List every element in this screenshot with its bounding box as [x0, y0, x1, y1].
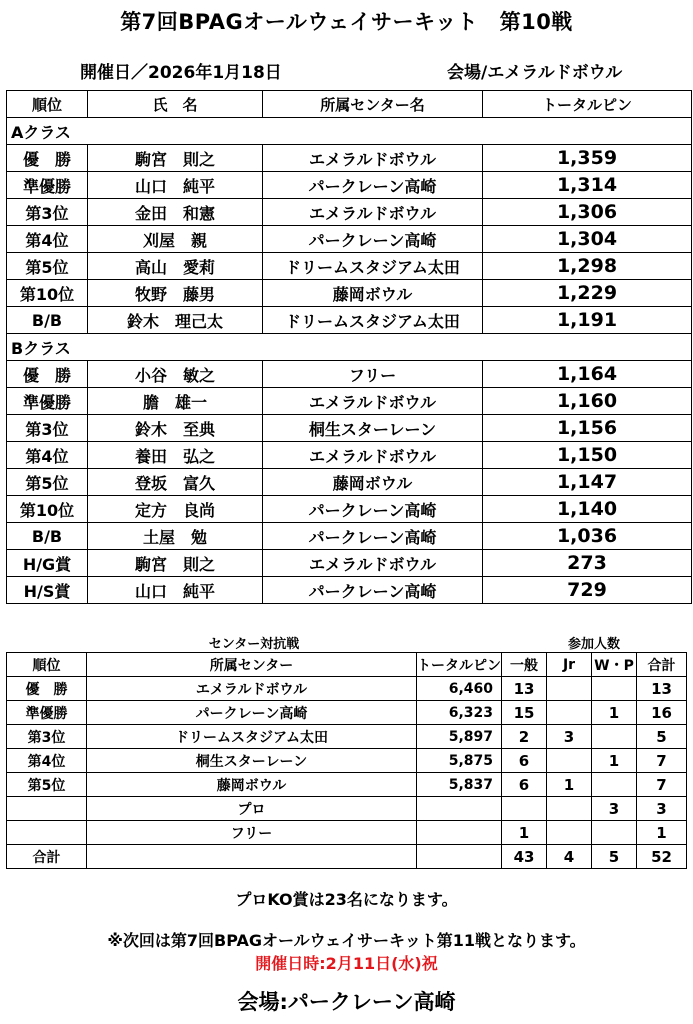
general-count-cell — [502, 797, 547, 821]
total-count-cell: 52 — [637, 845, 687, 869]
team-row — [7, 821, 687, 845]
player-name-cell: 高山 愛莉 — [88, 253, 263, 280]
result-row — [7, 226, 692, 253]
center-cell: ドリームスタジアム太田 — [263, 307, 483, 334]
center-cell: 藤岡ボウル — [263, 280, 483, 307]
total-pins-cell: 1,191 — [483, 307, 692, 334]
player-name-cell: 駒宮 則之 — [88, 145, 263, 172]
score-cell: 273 — [483, 550, 692, 577]
rank-cell: B/B — [7, 523, 88, 550]
total-count-cell: 7 — [637, 773, 687, 797]
team-center-cell: ドリームスタジアム太田 — [87, 725, 417, 749]
center-cell: パークレーン高崎 — [263, 577, 483, 604]
score-cell: 729 — [483, 577, 692, 604]
center-cell: エメラルドボウル — [263, 550, 483, 577]
team-rank-cell: 合計 — [7, 845, 87, 869]
rank-cell: B/B — [7, 307, 88, 334]
team-center-cell: エメラルドボウル — [87, 677, 417, 701]
total-pins-cell: 1,036 — [483, 523, 692, 550]
team-center-cell: フリー — [87, 821, 417, 845]
team-rank-cell: 第4位 — [7, 749, 87, 773]
team-row — [7, 845, 687, 869]
team-rank-cell — [7, 821, 87, 845]
total-pins-cell: 1,156 — [483, 415, 692, 442]
jr-count-cell — [547, 797, 592, 821]
participants-title: 参加人数 — [568, 636, 621, 652]
wp-count-cell — [592, 677, 637, 701]
team-row — [7, 677, 687, 701]
team-title-row — [7, 632, 687, 653]
total-pins-cell: 1,229 — [483, 280, 692, 307]
rank-cell: 第3位 — [7, 415, 88, 442]
total-pins-cell: 1,164 — [483, 361, 692, 388]
team-rank-cell: 第3位 — [7, 725, 87, 749]
center-cell: エメラルドボウル — [263, 199, 483, 226]
team-header-wp: W・P — [592, 653, 637, 677]
event-date: 開催日／2026年1月18日 — [80, 63, 282, 83]
result-row — [7, 361, 692, 388]
team-pins-cell: 5,897 — [417, 725, 502, 749]
total-count-cell: 5 — [637, 725, 687, 749]
wp-count-cell: 3 — [592, 797, 637, 821]
center-cell: ドリームスタジアム太田 — [263, 253, 483, 280]
rank-cell: 第4位 — [7, 442, 88, 469]
result-row — [7, 172, 692, 199]
team-row — [7, 701, 687, 725]
total-pins-cell: 1,150 — [483, 442, 692, 469]
team-center-cell: プロ — [87, 797, 417, 821]
total-pins-cell: 1,314 — [483, 172, 692, 199]
team-center-cell: パークレーン高崎 — [87, 701, 417, 725]
general-count-cell: 15 — [502, 701, 547, 725]
player-name-cell: 定方 良尚 — [88, 496, 263, 523]
player-name-cell: 山口 純平 — [88, 577, 263, 604]
total-pins-cell: 1,359 — [483, 145, 692, 172]
header-rank: 順位 — [7, 91, 88, 118]
wp-count-cell — [592, 773, 637, 797]
team-rank-cell: 第5位 — [7, 773, 87, 797]
wp-count-cell: 5 — [592, 845, 637, 869]
team-pins-cell: 5,837 — [417, 773, 502, 797]
player-name-cell: 山口 純平 — [88, 172, 263, 199]
jr-count-cell: 1 — [547, 773, 592, 797]
team-row — [7, 749, 687, 773]
player-name-cell: 小谷 敏之 — [88, 361, 263, 388]
award-cell: H/G賞 — [7, 550, 88, 577]
jr-count-cell — [547, 677, 592, 701]
next-event-date: 開催日時:2月11日(水)祝 — [255, 954, 438, 973]
team-center-cell — [87, 845, 417, 869]
player-name-cell: 鈴木 理己太 — [88, 307, 263, 334]
result-row — [7, 253, 692, 280]
center-cell: エメラルドボウル — [263, 388, 483, 415]
total-count-cell: 3 — [637, 797, 687, 821]
team-rank-cell — [7, 797, 87, 821]
result-row — [7, 415, 692, 442]
team-pins-cell — [417, 845, 502, 869]
result-row — [7, 145, 692, 172]
center-cell: エメラルドボウル — [263, 145, 483, 172]
team-row — [7, 797, 687, 821]
total-pins-cell: 1,147 — [483, 469, 692, 496]
total-count-cell: 7 — [637, 749, 687, 773]
player-name-cell: 駒宮 則之 — [88, 550, 263, 577]
team-header-general: 一般 — [502, 653, 547, 677]
total-count-cell: 1 — [637, 821, 687, 845]
event-venue: 会場/エメラルドボウル — [447, 63, 623, 83]
award-cell: H/S賞 — [7, 577, 88, 604]
team-header-pins: トータルピン — [417, 653, 502, 677]
rank-cell: 第3位 — [7, 199, 88, 226]
center-cell: パークレーン高崎 — [263, 226, 483, 253]
wp-count-cell — [592, 821, 637, 845]
class-heading-row — [7, 334, 692, 361]
jr-count-cell — [547, 821, 592, 845]
total-pins-cell: 1,140 — [483, 496, 692, 523]
result-row — [7, 496, 692, 523]
header-center: 所属センター名 — [263, 91, 483, 118]
jr-count-cell: 3 — [547, 725, 592, 749]
general-count-cell: 2 — [502, 725, 547, 749]
rank-cell: 準優勝 — [7, 172, 88, 199]
rank-cell: 準優勝 — [7, 388, 88, 415]
class-label: Aクラス — [7, 118, 692, 145]
rank-cell: 優 勝 — [7, 145, 88, 172]
team-row — [7, 773, 687, 797]
center-cell: エメラルドボウル — [263, 442, 483, 469]
page-title: 第7回BPAGオールウェイサーキット 第10戦 — [120, 10, 573, 34]
wp-count-cell — [592, 725, 637, 749]
team-pins-cell: 6,460 — [417, 677, 502, 701]
player-name-cell: 登坂 富久 — [88, 469, 263, 496]
player-name-cell: 金田 和憲 — [88, 199, 263, 226]
rank-cell: 第10位 — [7, 496, 88, 523]
general-count-cell: 6 — [502, 773, 547, 797]
total-count-cell: 13 — [637, 677, 687, 701]
jr-count-cell — [547, 749, 592, 773]
rank-cell: 第4位 — [7, 226, 88, 253]
player-name-cell: 牧野 藤男 — [88, 280, 263, 307]
result-row — [7, 307, 692, 334]
team-center-cell: 桐生スターレーン — [87, 749, 417, 773]
center-cell: 桐生スターレーン — [263, 415, 483, 442]
team-pins-cell — [417, 797, 502, 821]
center-competition-table — [6, 632, 687, 869]
result-row — [7, 523, 692, 550]
result-row — [7, 280, 692, 307]
jr-count-cell — [547, 701, 592, 725]
player-name-cell: 膽 雄一 — [88, 388, 263, 415]
total-pins-cell: 1,160 — [483, 388, 692, 415]
team-row — [7, 725, 687, 749]
center-cell: パークレーン高崎 — [263, 523, 483, 550]
team-header-center: 所属センター — [87, 653, 417, 677]
rank-cell: 優 勝 — [7, 361, 88, 388]
wp-count-cell: 1 — [592, 749, 637, 773]
center-cell: 藤岡ボウル — [263, 469, 483, 496]
team-header-total: 合計 — [637, 653, 687, 677]
next-event-note: ※次回は第7回BPAGオールウェイサーキット第11戦となります。 — [107, 931, 586, 950]
center-competition-title: センター対抗戦 — [208, 636, 300, 652]
jr-count-cell: 4 — [547, 845, 592, 869]
team-pins-cell: 6,323 — [417, 701, 502, 725]
general-count-cell: 6 — [502, 749, 547, 773]
total-pins-cell: 1,304 — [483, 226, 692, 253]
rank-cell: 第10位 — [7, 280, 88, 307]
result-row — [7, 469, 692, 496]
player-name-cell: 刈屋 親 — [88, 226, 263, 253]
team-header-row — [7, 653, 687, 677]
class-heading-row — [7, 118, 692, 145]
class-label: Bクラス — [7, 334, 692, 361]
result-row — [7, 388, 692, 415]
rank-cell: 第5位 — [7, 253, 88, 280]
individual-results-table — [6, 90, 692, 604]
team-header-rank: 順位 — [7, 653, 87, 677]
team-header-jr: Jr — [547, 653, 592, 677]
center-cell: パークレーン高崎 — [263, 172, 483, 199]
award-row — [7, 550, 692, 577]
total-count-cell: 16 — [637, 701, 687, 725]
header-name: 氏 名 — [88, 91, 263, 118]
rank-cell: 第5位 — [7, 469, 88, 496]
team-rank-cell: 優 勝 — [7, 677, 87, 701]
wp-count-cell: 1 — [592, 701, 637, 725]
player-name-cell: 土屋 勉 — [88, 523, 263, 550]
header-pins: トータルピン — [483, 91, 692, 118]
total-pins-cell: 1,306 — [483, 199, 692, 226]
center-cell: パークレーン高崎 — [263, 496, 483, 523]
team-rank-cell: 準優勝 — [7, 701, 87, 725]
pro-ko-note: プロKO賞は23名になります。 — [235, 890, 458, 909]
next-event-venue: 会場:パークレーン高崎 — [237, 990, 456, 1014]
award-row — [7, 577, 692, 604]
result-row — [7, 442, 692, 469]
general-count-cell: 13 — [502, 677, 547, 701]
total-pins-cell: 1,298 — [483, 253, 692, 280]
player-name-cell: 鈴木 至典 — [88, 415, 263, 442]
result-row — [7, 199, 692, 226]
team-center-cell: 藤岡ボウル — [87, 773, 417, 797]
general-count-cell: 1 — [502, 821, 547, 845]
team-pins-cell: 5,875 — [417, 749, 502, 773]
center-cell: フリー — [263, 361, 483, 388]
player-name-cell: 養田 弘之 — [88, 442, 263, 469]
results-header-row — [7, 91, 692, 118]
team-pins-cell — [417, 821, 502, 845]
general-count-cell: 43 — [502, 845, 547, 869]
